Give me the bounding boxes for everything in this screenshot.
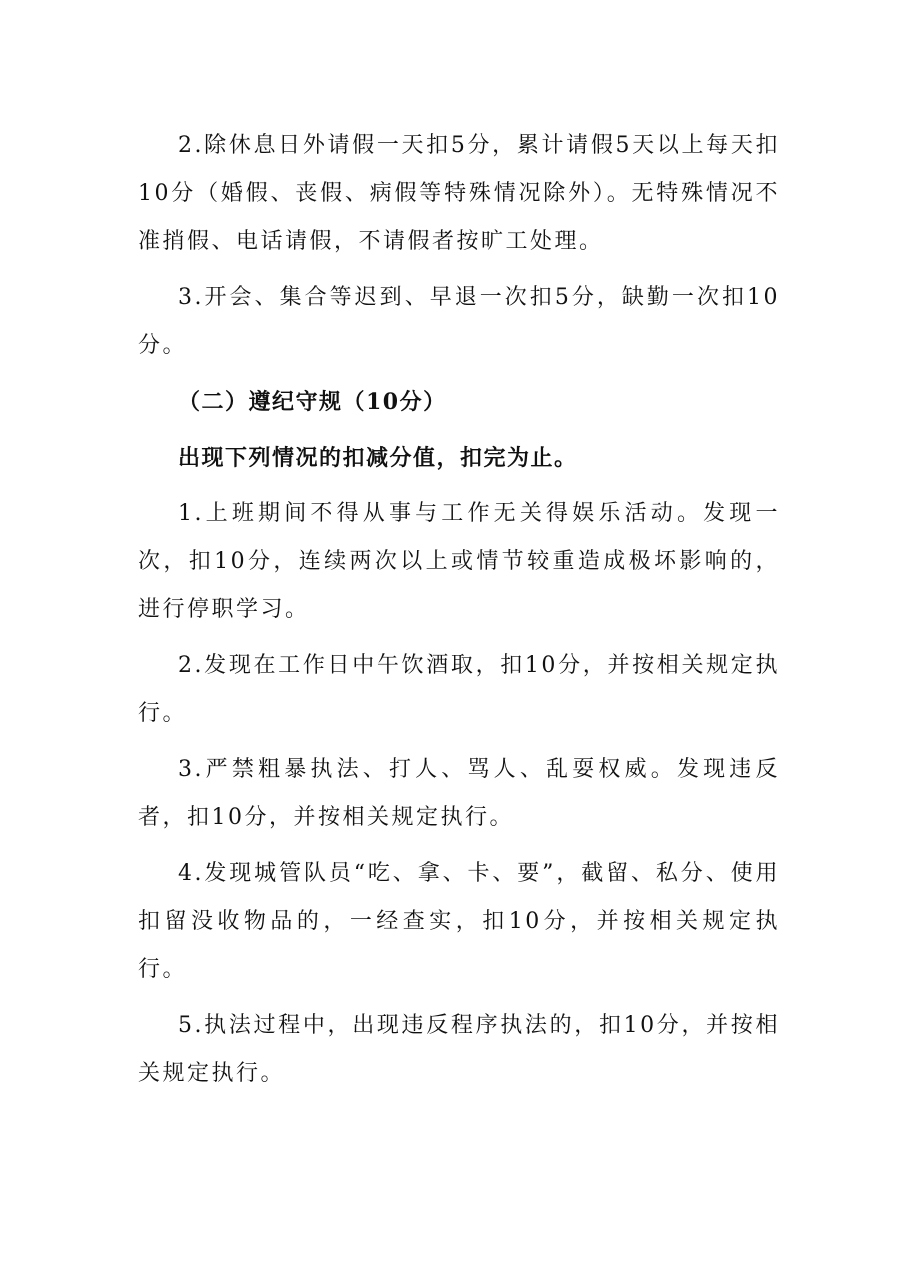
paragraph-meeting-late: 3.开会、集合等迟到、早退一次扣5分，缺勤一次扣10分。	[138, 285, 780, 358]
paragraph-leave-deduction: 2.除休息日外请假一天扣5分，累计请假5天以上每天扣10分（婚假、丧假、病假等特殊情况除外）。无特殊情况不准捎假、电话请假，不请假者按旷工处理。	[138, 133, 780, 254]
paragraph-entertainment: 1.上班期间不得从事与工作无关得娱乐活动。发现一次，扣10分，连续两次以上或情节较重造成极坏影响的，进行停职学习。	[138, 501, 780, 622]
paragraph-procedure-violation: 5.执法过程中，出现违反程序执法的，扣10分，并按相关规定执行。	[138, 1013, 780, 1086]
paragraph-drinking: 2.发现在工作日中午饮酒取，扣10分，并按相关规定执行。	[138, 653, 780, 726]
paragraph-violent-enforcement: 3.严禁粗暴执法、打人、骂人、乱耍权威。发现违反者，扣10分，并按相关规定执行。	[138, 757, 780, 830]
paragraph-corruption: 4.发现城管队员“吃、拿、卡、要”，截留、私分、使用扣留没收物品的，一经查实，扣10分，并按相关规定执行。	[138, 861, 780, 982]
section-heading-discipline: （二）遵纪守规（10分）	[178, 389, 447, 415]
section-subheading: 出现下列情况的扣减分值，扣完为止。	[178, 445, 578, 471]
document-body	[138, 122, 780, 1106]
